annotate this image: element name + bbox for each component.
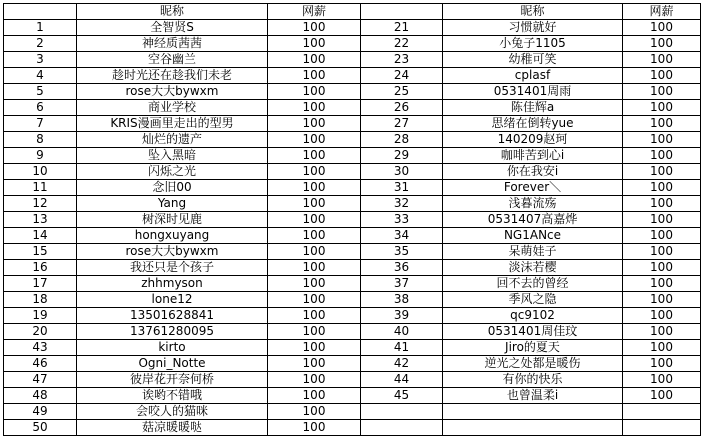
nickname-cell-left[interactable]: kirto (77, 340, 268, 356)
nickname-cell-left[interactable]: rose大大bywxm (77, 84, 268, 100)
row-number-cell-left[interactable]: 15 (4, 244, 77, 260)
nickname-cell-right[interactable]: 回不去的曾经 (443, 276, 623, 292)
salary-cell-right[interactable]: 100 (623, 116, 701, 132)
row-number-cell-left[interactable]: 7 (4, 116, 77, 132)
nickname-cell-right[interactable]: 呆萌娃子 (443, 244, 623, 260)
salary-cell-left[interactable]: 100 (268, 164, 361, 180)
salary-cell-right[interactable]: 100 (623, 148, 701, 164)
salary-cell-left[interactable]: 100 (268, 308, 361, 324)
salary-cell-right[interactable] (623, 404, 701, 420)
row-number-cell-left[interactable]: 48 (4, 388, 77, 404)
salary-cell-right[interactable]: 100 (623, 228, 701, 244)
nickname-cell-right[interactable]: 习惯就好 (443, 20, 623, 36)
header-blank-right[interactable] (361, 4, 443, 20)
salary-cell-right[interactable]: 100 (623, 388, 701, 404)
row-number-cell-left[interactable]: 16 (4, 260, 77, 276)
row-number-cell-left[interactable]: 46 (4, 356, 77, 372)
nickname-cell-right[interactable]: 幼稚可笑 (443, 52, 623, 68)
row-number-cell-left[interactable]: 9 (4, 148, 77, 164)
nickname-cell-left[interactable]: 会咬人的猫咪 (77, 404, 268, 420)
nickname-cell-left[interactable]: 13761280095 (77, 324, 268, 340)
row-number-cell-right[interactable]: 36 (361, 260, 443, 276)
table-row (4, 36, 701, 52)
salary-cell-right[interactable]: 100 (623, 132, 701, 148)
header-blank-left[interactable] (4, 4, 77, 20)
row-number-cell-left[interactable]: 1 (4, 20, 77, 36)
table-row (4, 52, 701, 68)
salary-cell-left[interactable]: 100 (268, 356, 361, 372)
salary-cell-right[interactable]: 100 (623, 260, 701, 276)
salary-cell-left[interactable]: 100 (268, 276, 361, 292)
salary-cell-left[interactable]: 100 (268, 36, 361, 52)
salary-table (3, 3, 701, 436)
row-number-cell-left[interactable]: 14 (4, 228, 77, 244)
row-number-cell-left[interactable]: 12 (4, 196, 77, 212)
row-number-cell-right[interactable]: 41 (361, 340, 443, 356)
salary-cell-left[interactable]: 100 (268, 52, 361, 68)
salary-cell-left[interactable]: 100 (268, 84, 361, 100)
table-row (4, 100, 701, 116)
table-row (4, 148, 701, 164)
row-number-cell-left[interactable]: 8 (4, 132, 77, 148)
salary-cell-left[interactable]: 100 (268, 100, 361, 116)
header-nickname-right[interactable]: 昵称 (443, 4, 623, 20)
salary-cell-left[interactable]: 100 (268, 116, 361, 132)
salary-cell-right[interactable]: 100 (623, 196, 701, 212)
table-row (4, 132, 701, 148)
row-number-cell-left[interactable]: 19 (4, 308, 77, 324)
row-number-cell-right[interactable]: 31 (361, 180, 443, 196)
salary-cell-left[interactable]: 100 (268, 292, 361, 308)
header-row (4, 4, 701, 20)
nickname-cell-right[interactable]: NG1ANce (443, 228, 623, 244)
table-row (4, 404, 701, 420)
header-nickname-left[interactable]: 昵称 (77, 4, 268, 20)
nickname-cell-left[interactable]: 坠入黑暗 (77, 148, 268, 164)
salary-cell-right[interactable]: 100 (623, 308, 701, 324)
nickname-cell-right[interactable]: 你在我安i (443, 164, 623, 180)
nickname-cell-left[interactable]: 念旧00 (77, 180, 268, 196)
salary-cell-left[interactable]: 100 (268, 180, 361, 196)
row-number-cell-right[interactable]: 26 (361, 100, 443, 116)
row-number-cell-right[interactable]: 32 (361, 196, 443, 212)
row-number-cell-right[interactable]: 27 (361, 116, 443, 132)
salary-cell-right[interactable]: 100 (623, 36, 701, 52)
table-row (4, 308, 701, 324)
nickname-cell-right[interactable]: 陈佳辉a (443, 100, 623, 116)
row-number-cell-right[interactable]: 33 (361, 212, 443, 228)
row-number-cell-left[interactable]: 10 (4, 164, 77, 180)
nickname-cell-right[interactable]: 0531401周雨 (443, 84, 623, 100)
row-number-cell-right[interactable]: 42 (361, 356, 443, 372)
row-number-cell-left[interactable]: 5 (4, 84, 77, 100)
table-row (4, 164, 701, 180)
nickname-cell-right[interactable]: 140209赵珂 (443, 132, 623, 148)
nickname-cell-right[interactable]: Forever＼ (443, 180, 623, 196)
salary-cell-right[interactable]: 100 (623, 84, 701, 100)
nickname-cell-left[interactable]: 诶哟不错哦 (77, 388, 268, 404)
nickname-cell-right[interactable]: 0531401周佳玟 (443, 324, 623, 340)
salary-cell-right[interactable]: 100 (623, 340, 701, 356)
salary-cell-right[interactable]: 100 (623, 372, 701, 388)
nickname-cell-left[interactable]: 灿烂的遗产 (77, 132, 268, 148)
table-row (4, 20, 701, 36)
header-salary-left[interactable]: 网薪 (268, 4, 361, 20)
nickname-cell-right[interactable]: qc9102 (443, 308, 623, 324)
nickname-cell-left[interactable]: 全智贤S (77, 20, 268, 36)
nickname-cell-right[interactable]: 有你的快乐 (443, 372, 623, 388)
nickname-cell-right[interactable]: 小兔子1105 (443, 36, 623, 52)
nickname-cell-left[interactable]: rose大大bywxm (77, 244, 268, 260)
row-number-cell-right[interactable]: 40 (361, 324, 443, 340)
row-number-cell-right[interactable]: 38 (361, 292, 443, 308)
salary-cell-left[interactable]: 100 (268, 420, 361, 436)
salary-cell-left[interactable]: 100 (268, 340, 361, 356)
nickname-cell-left[interactable]: lone12 (77, 292, 268, 308)
row-number-cell-right[interactable]: 45 (361, 388, 443, 404)
nickname-cell-left[interactable]: 空谷幽兰 (77, 52, 268, 68)
salary-cell-right[interactable]: 100 (623, 292, 701, 308)
row-number-cell-left[interactable]: 11 (4, 180, 77, 196)
table-row (4, 244, 701, 260)
row-number-cell-left[interactable]: 3 (4, 52, 77, 68)
salary-cell-left[interactable]: 100 (268, 68, 361, 84)
salary-cell-left[interactable]: 100 (268, 388, 361, 404)
salary-cell-right[interactable]: 100 (623, 212, 701, 228)
salary-cell-left[interactable]: 100 (268, 372, 361, 388)
row-number-cell-right[interactable]: 34 (361, 228, 443, 244)
salary-cell-right[interactable]: 100 (623, 276, 701, 292)
row-number-cell-right[interactable]: 30 (361, 164, 443, 180)
nickname-cell-left[interactable]: 13501628841 (77, 308, 268, 324)
salary-cell-left[interactable]: 100 (268, 244, 361, 260)
salary-cell-right[interactable]: 100 (623, 164, 701, 180)
row-number-cell-right[interactable]: 22 (361, 36, 443, 52)
table-row (4, 228, 701, 244)
table-row (4, 388, 701, 404)
salary-cell-left[interactable]: 100 (268, 260, 361, 276)
row-number-cell-right[interactable]: 44 (361, 372, 443, 388)
table-row (4, 276, 701, 292)
table-row (4, 212, 701, 228)
row-number-cell-right[interactable]: 39 (361, 308, 443, 324)
nickname-cell-right[interactable]: 也曾温柔i (443, 388, 623, 404)
salary-cell-right[interactable]: 100 (623, 100, 701, 116)
nickname-cell-left[interactable]: Yang (77, 196, 268, 212)
row-number-cell-left[interactable]: 50 (4, 420, 77, 436)
row-number-cell-left[interactable]: 20 (4, 324, 77, 340)
table-row (4, 340, 701, 356)
row-number-cell-right[interactable]: 21 (361, 20, 443, 36)
row-number-cell-right[interactable]: 23 (361, 52, 443, 68)
table-row (4, 116, 701, 132)
row-number-cell-right[interactable] (361, 404, 443, 420)
nickname-cell-right[interactable] (443, 404, 623, 420)
row-number-cell-right[interactable]: 25 (361, 84, 443, 100)
row-number-cell-right[interactable]: 37 (361, 276, 443, 292)
salary-cell-left[interactable]: 100 (268, 228, 361, 244)
row-number-cell-right[interactable]: 24 (361, 68, 443, 84)
nickname-cell-left[interactable]: hongxuyang (77, 228, 268, 244)
row-number-cell-left[interactable]: 18 (4, 292, 77, 308)
salary-cell-left[interactable]: 100 (268, 132, 361, 148)
table-row (4, 324, 701, 340)
table-row (4, 84, 701, 100)
salary-cell-right[interactable]: 100 (623, 68, 701, 84)
nickname-cell-right[interactable]: 思绪在倒转yue (443, 116, 623, 132)
salary-cell-right[interactable]: 100 (623, 52, 701, 68)
salary-cell-left[interactable]: 100 (268, 404, 361, 420)
salary-cell-right[interactable]: 100 (623, 356, 701, 372)
header-salary-right[interactable]: 网薪 (623, 4, 701, 20)
nickname-cell-left[interactable]: 菇凉暖暖哒 (77, 420, 268, 436)
nickname-cell-right[interactable]: cplasf (443, 68, 623, 84)
nickname-cell-left[interactable]: Ogni_Notte (77, 356, 268, 372)
nickname-cell-left[interactable]: 趁时光还在趁我们未老 (77, 68, 268, 84)
nickname-cell-left[interactable]: KRIS漫画里走出的型男 (77, 116, 268, 132)
row-number-cell-left[interactable]: 47 (4, 372, 77, 388)
salary-cell-left[interactable]: 100 (268, 148, 361, 164)
nickname-cell-right[interactable]: 浅暮流殇 (443, 196, 623, 212)
table-row (4, 260, 701, 276)
nickname-cell-right[interactable]: 季风之隐 (443, 292, 623, 308)
salary-cell-right[interactable]: 100 (623, 20, 701, 36)
row-number-cell-right[interactable]: 28 (361, 132, 443, 148)
row-number-cell-left[interactable]: 2 (4, 36, 77, 52)
salary-cell-right[interactable]: 100 (623, 244, 701, 260)
row-number-cell-left[interactable]: 43 (4, 340, 77, 356)
row-number-cell-right[interactable] (361, 420, 443, 436)
table-row (4, 420, 701, 436)
nickname-cell-left[interactable]: 商业学校 (77, 100, 268, 116)
table-row (4, 372, 701, 388)
nickname-cell-right[interactable] (443, 420, 623, 436)
salary-cell-left[interactable]: 100 (268, 20, 361, 36)
nickname-cell-right[interactable]: 淡沫若樱 (443, 260, 623, 276)
table-row (4, 196, 701, 212)
nickname-cell-right[interactable]: Jiro的夏天 (443, 340, 623, 356)
salary-cell-left[interactable]: 100 (268, 212, 361, 228)
row-number-cell-left[interactable]: 49 (4, 404, 77, 420)
row-number-cell-left[interactable]: 13 (4, 212, 77, 228)
row-number-cell-right[interactable]: 35 (361, 244, 443, 260)
table-row (4, 180, 701, 196)
nickname-cell-left[interactable]: 树深时见鹿 (77, 212, 268, 228)
table-row (4, 356, 701, 372)
salary-cell-right[interactable] (623, 420, 701, 436)
table-row (4, 292, 701, 308)
row-number-cell-left[interactable]: 6 (4, 100, 77, 116)
table-body (4, 20, 701, 436)
nickname-cell-right[interactable]: 咖啡苦到心i (443, 148, 623, 164)
table-row (4, 68, 701, 84)
nickname-cell-right[interactable]: 0531407高嘉烨 (443, 212, 623, 228)
salary-cell-left[interactable]: 100 (268, 324, 361, 340)
nickname-cell-left[interactable]: 神经质茜茜 (77, 36, 268, 52)
salary-cell-left[interactable]: 100 (268, 196, 361, 212)
nickname-cell-right[interactable]: 逆光之处都是暖伤 (443, 356, 623, 372)
nickname-cell-left[interactable]: 我还只是个孩子 (77, 260, 268, 276)
row-number-cell-left[interactable]: 4 (4, 68, 77, 84)
salary-cell-right[interactable]: 100 (623, 324, 701, 340)
nickname-cell-left[interactable]: 彼岸花开奈何桥 (77, 372, 268, 388)
nickname-cell-left[interactable]: 闪烁之光 (77, 164, 268, 180)
row-number-cell-left[interactable]: 17 (4, 276, 77, 292)
salary-cell-right[interactable]: 100 (623, 180, 701, 196)
row-number-cell-right[interactable]: 29 (361, 148, 443, 164)
nickname-cell-left[interactable]: zhhmyson (77, 276, 268, 292)
